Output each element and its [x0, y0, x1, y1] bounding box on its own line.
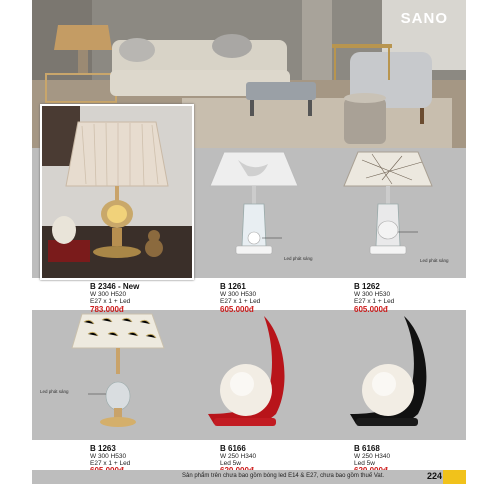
product-bulb: Led 5w — [220, 460, 241, 467]
product-price: 605.000đ — [220, 305, 254, 314]
brand-logo: SANO — [400, 10, 448, 27]
product-size: W 300 H520 — [90, 291, 127, 298]
product-size: W 250 H340 — [354, 453, 391, 460]
page-number: 224 — [427, 471, 443, 481]
product-bulb: E27 x 1 + Led — [90, 460, 131, 467]
lamp-photo-illustration — [42, 106, 192, 278]
product-code: B 6166 — [220, 444, 246, 453]
product-size: W 300 H530 — [90, 453, 127, 460]
product-code: B 1263 — [90, 444, 116, 453]
catalog-page — [32, 0, 466, 500]
featured-lamp-photo — [40, 104, 194, 280]
led-callout: Led phát sáng — [420, 258, 449, 263]
product-code: B 2346 - New — [90, 282, 140, 291]
product-code: B 1262 — [354, 282, 380, 291]
product-code: B 6168 — [354, 444, 380, 453]
footer-note: Sản phẩm trên chưa bao gồm bóng led E14 & E27, chưa bao gồm thuế Vat. — [182, 473, 385, 479]
led-callout: Led phát sáng — [40, 389, 69, 394]
product-code: B 1261 — [220, 282, 246, 291]
product-bulb: E27 x 1 + Led — [90, 298, 131, 305]
product-bulb: Led 5w — [354, 460, 375, 467]
product-price: 783.000đ — [90, 305, 124, 314]
product-bulb: E27 x 1 + Led — [220, 298, 261, 305]
product-bulb: E27 x 1 + Led — [354, 298, 395, 305]
lamp-b6166-image — [204, 314, 304, 438]
product-price: 605.000đ — [354, 305, 388, 314]
lamp-b1262-image — [342, 150, 434, 274]
lamp-b6168-image — [344, 314, 444, 438]
product-size: W 250 H340 — [220, 453, 257, 460]
led-callout: Led phát sáng — [284, 256, 313, 261]
lamp-b1263-image — [68, 312, 168, 436]
product-size: W 300 H530 — [220, 291, 257, 298]
page-tab — [443, 470, 466, 484]
product-size: W 300 H530 — [354, 291, 391, 298]
